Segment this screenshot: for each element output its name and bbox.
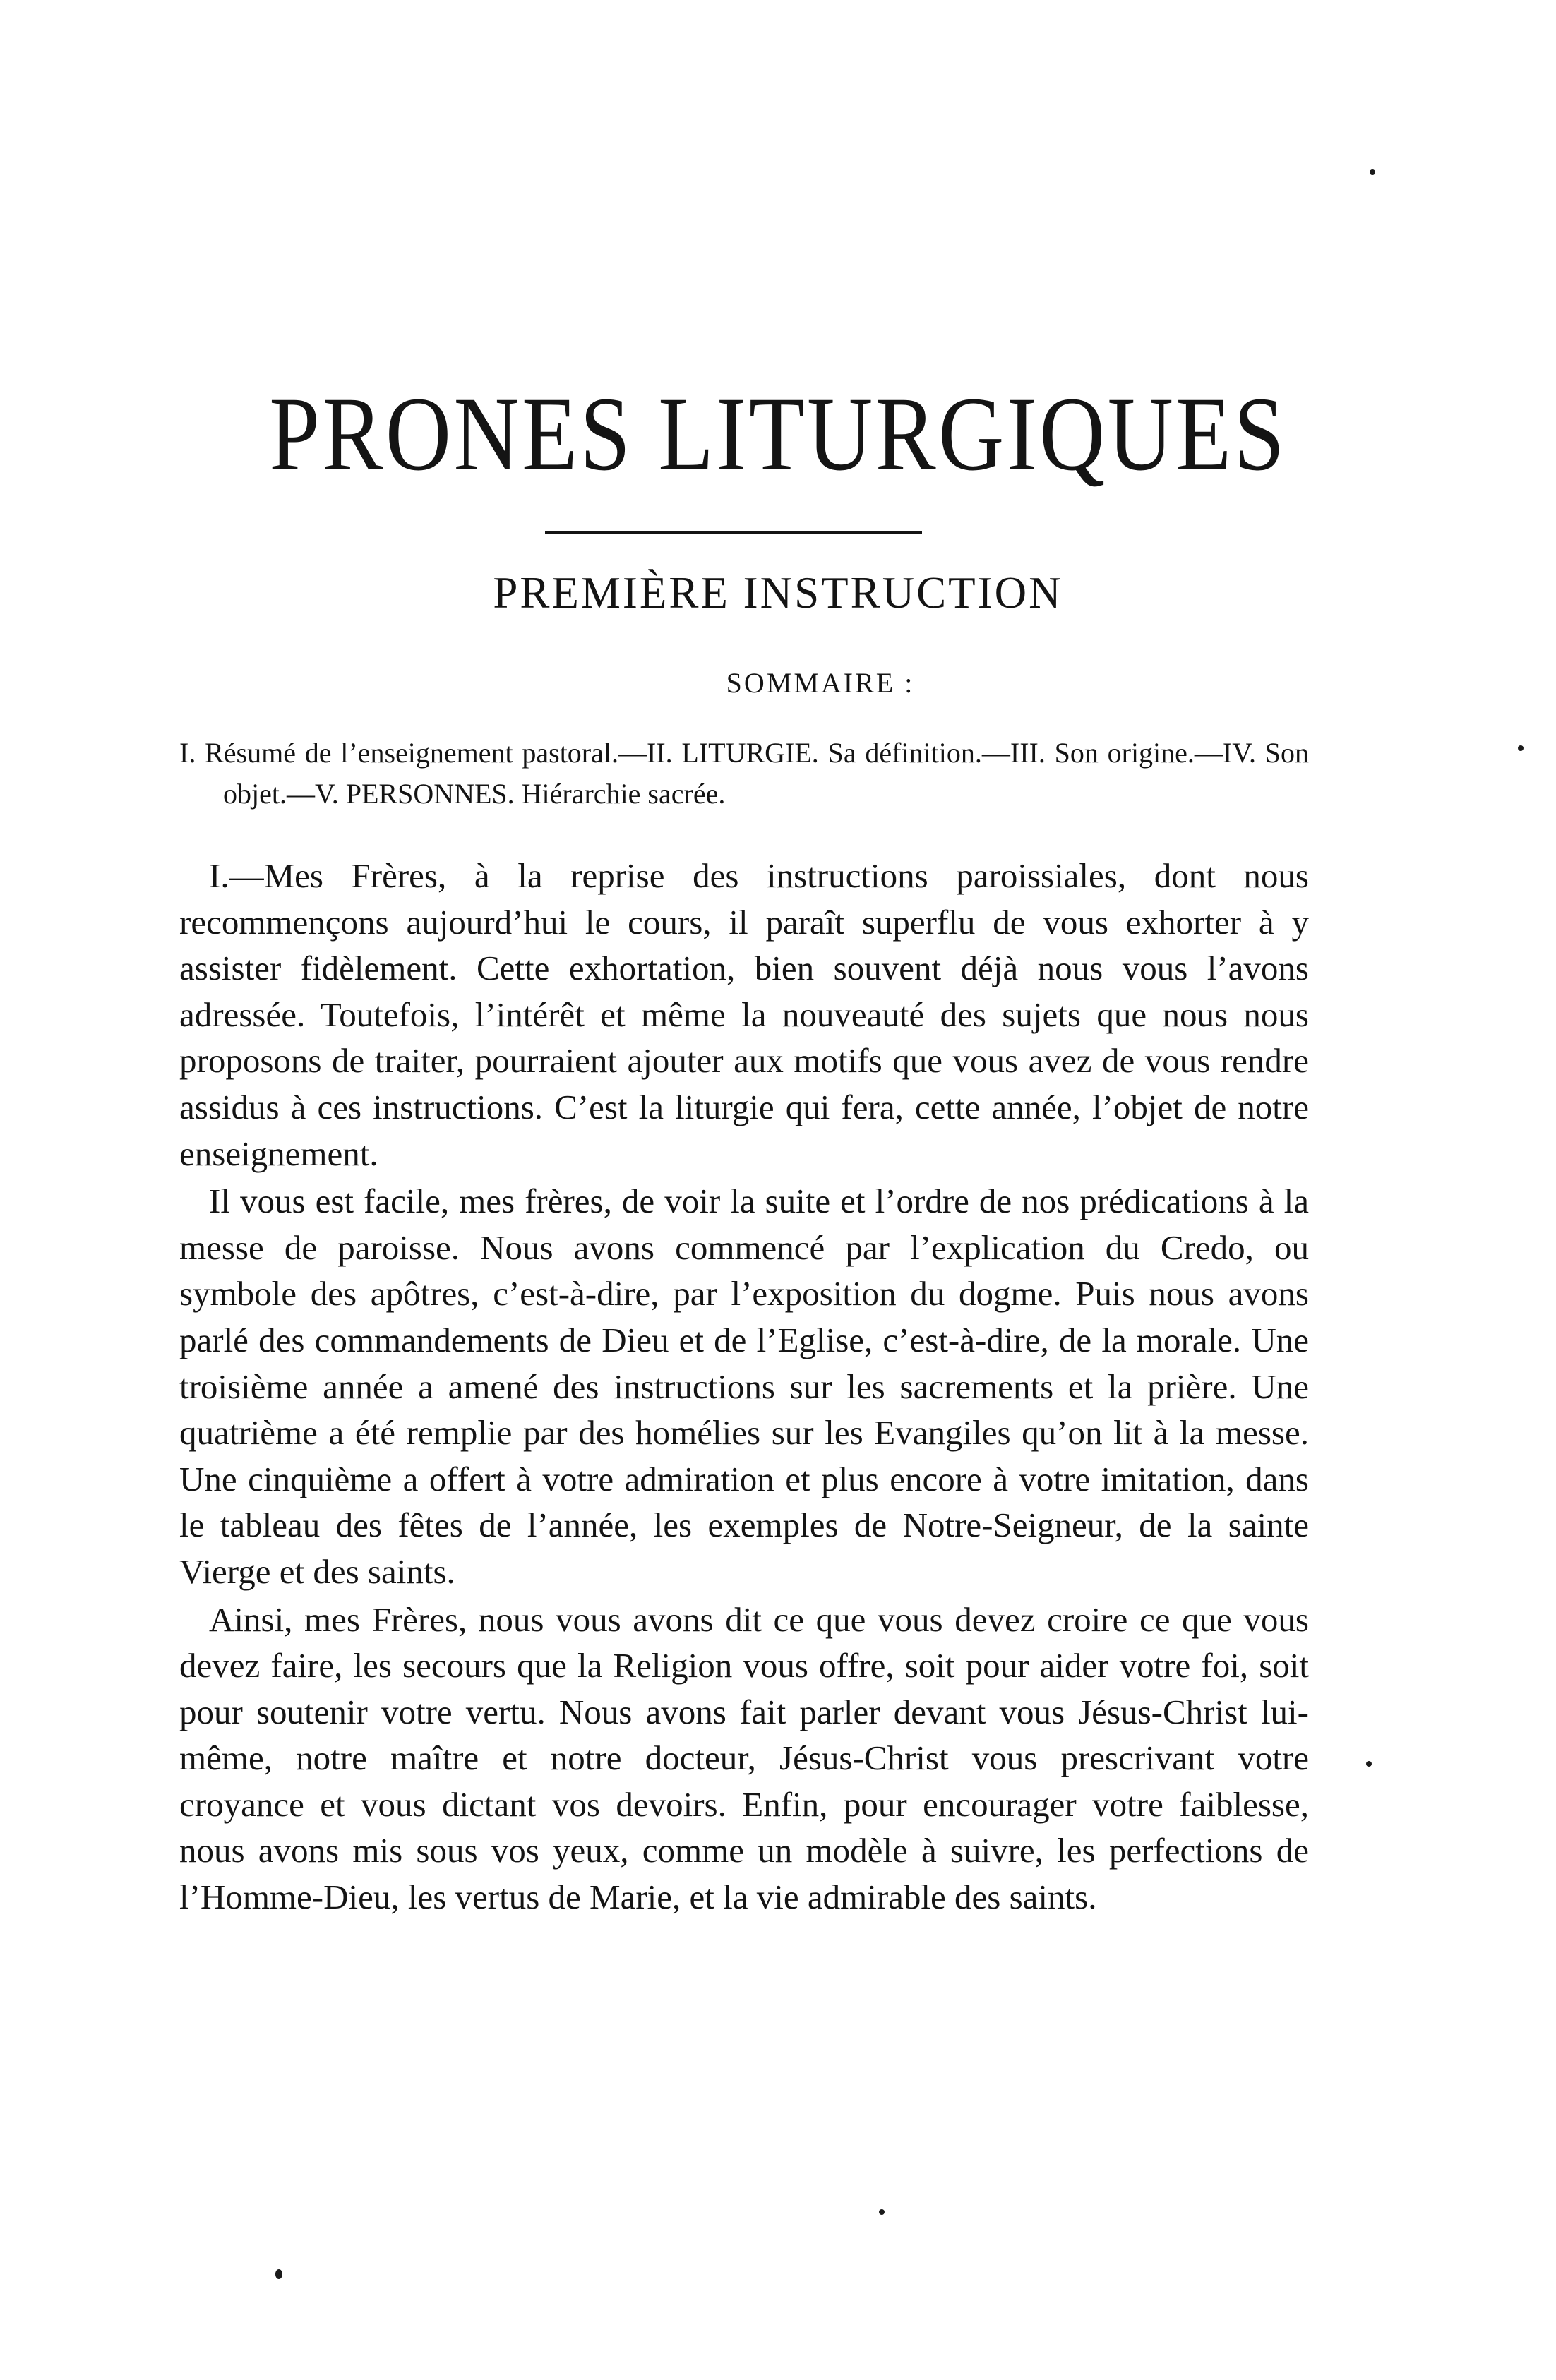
paragraph: Ainsi, mes Frères, nous vous avons dit ce que vous devez croire ce que vous devez faire, les secours que la Religion vous offre, soit pour aider votre foi, soit pour soutenir votre vertu. Nous avons fait parler devant vous Jésus-Christ lui-même, notre maître et notre docteur, Jésus-Christ vous prescrivant votre croyance et vous dictant vos devoirs. Enfin, pour encourager votre faiblesse, nous avons mis sous vos yeux, comme un modèle à suivre, les perfections de l’Homme-Dieu, les vertus de Marie, et la vie admirable des saints. bbox=[179, 1599, 1309, 1917]
summary-text: I. Résumé de l’enseignement pastoral.—II. LITURGIE. Sa définition.—III. Son origine.—IV. Son objet.—V. PERSONNES. Hiérarchie sacrée. bbox=[179, 737, 1309, 810]
ink-speck bbox=[1366, 1761, 1372, 1767]
paragraph: Il vous est facile, mes frères, de voir la suite et l’ordre de nos prédications à la messe de paroisse. Nous avons commencé par l’explication du Credo, ou symbole des apôtres, c’est-à-dire, par l’exposition du dogme. Puis nous avons parlé des commandements de Dieu et de l’Eglise, c’est-à-dire, de la morale. Une troisième année a amené des instructions sur les sacrements et la prière. Une quatrième a été remplie par des homélies sur les Evangiles qu’on lit à la messe. Une cinquième a offert à votre admiration et plus encore à votre imitation, dans le tableau des fêtes de l’année, les exemples de Notre-Seigneur, de la sainte Vierge et des saints. bbox=[179, 1182, 1309, 1591]
instruction-heading: PREMIÈRE INSTRUCTION bbox=[493, 568, 1063, 618]
ink-speck bbox=[1518, 745, 1524, 751]
title-divider bbox=[545, 531, 922, 534]
summary-label: SOMMAIRE : bbox=[726, 667, 915, 699]
page-title: PRONES LITURGIQUES bbox=[269, 375, 1287, 493]
ink-speck bbox=[879, 2209, 885, 2215]
paragraph: I.—Mes Frères, à la reprise des instructions paroissiales, dont nous recommençons aujourd’hui le cours, il paraît superflu de vous exhorter à y assister fidèlement. Cette exhortation, bien souvent déjà nous vous l’avons adressée. Toutefois, l’intérêt et même la nouveauté des sujets que nous nous proposons de traiter, pourraient ajouter aux motifs que vous avez de vous rendre assidus à ces instructions. C’est la liturgie qui fera, cette année, l’objet de notre enseignement. bbox=[179, 856, 1309, 1173]
ink-speck bbox=[1370, 169, 1375, 175]
ink-speck bbox=[275, 2269, 282, 2279]
body-text bbox=[179, 853, 1309, 1921]
